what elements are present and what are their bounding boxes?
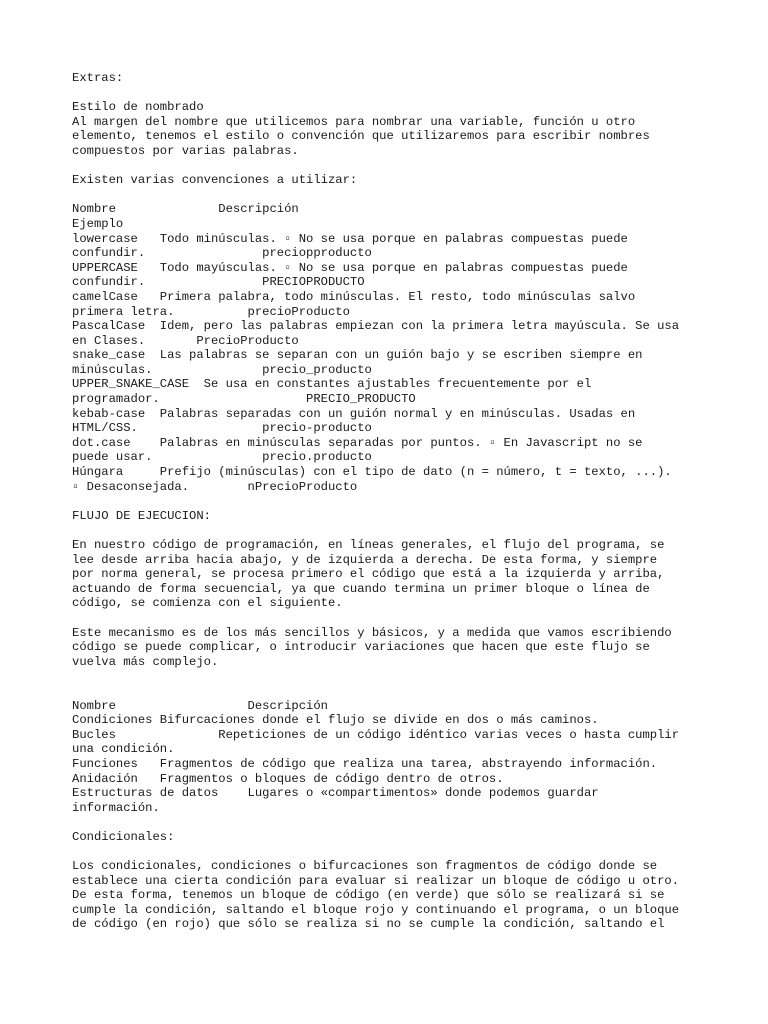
text-line: Bucles Repeticiones de un código idéntico varias veces o hasta cumplir [72,727,680,742]
text-line: Condiciones Bifurcaciones donde el flujo se divide en dos o más caminos. [72,713,599,728]
text-line: en Clases. PrecioProducto [72,333,299,348]
text-line: actuando de forma secuencial, ya que cuando termina un primer bloque o línea de [72,581,650,596]
blank-line [72,611,732,626]
blank-line [72,844,732,859]
text-line: Existen varias convenciones a utilizar: [72,173,358,188]
text-line: UPPER_SNAKE_CASE Se usa en constantes ajustables frecuentemente por el [72,377,592,392]
text-line: snake_case Las palabras se separan con un guión bajo y se escriben siempre en [72,348,643,363]
text-line: Condicionales: [72,829,175,844]
text-line: puede usar. precio.producto [72,450,372,465]
text-line: Funciones Fragmentos de código que realiza una tarea, abstrayendo información. [72,756,658,771]
text-line: dot.case Palabras en minúsculas separadas por puntos. ▫ En Javascript no se [72,435,643,450]
text-line: camelCase Primera palabra, todo minúsculas. El resto, todo minúsculas salvo [72,289,636,304]
text-line: En nuestro código de programación, en líneas generales, el flujo del programa, se [72,538,665,552]
text-line: información. [72,800,160,815]
text-line: Nombre Descripción [72,202,299,217]
text-line: PascalCase Idem, pero las palabras empiezan con la primera letra mayúscula. Se usa [72,319,680,334]
blank-line [72,815,732,830]
document-body [72,71,732,932]
text-line: FLUJO DE EJECUCION: [72,508,211,523]
text-line: De esta forma, tenemos un bloque de código (en verde) que sólo se realizará si se [72,888,665,903]
text-line: elemento, tenemos el estilo o convención que utilizaremos para escribir nombres [72,129,650,144]
text-line: HTML/CSS. precio-producto [72,421,372,436]
text-line: confundir. PRECIOPRODUCTO [72,275,365,290]
text-line: Húngara Prefijo (minúsculas) con el tipo de dato (n = número, t = texto, ...). [72,465,672,480]
text-line: Al margen del nombre que utilicemos para nombrar una variable, función u otro [72,114,636,129]
text-line: ▫ Desaconsejada. nPrecioProducto [72,479,358,494]
blank-line [72,684,732,699]
text-line: UPPERCASE Todo mayúsculas. ▫ No se usa porque en palabras compuestas puede [72,260,628,275]
text-line: código se puede complicar, o introducir variaciones que hacen que este flujo se [72,640,650,655]
text-line: Anidación Fragmentos o bloques de código dentro de otros. [72,771,504,786]
text-line: Estructuras de datos Lugares o «compartimentos» donde podemos guardar [72,786,599,801]
blank-line [72,523,732,538]
blank-line [72,494,732,509]
text-line: lowercase Todo minúsculas. ▫ No se usa porque en palabras compuestas puede [72,231,628,246]
text-line: una condición. [72,742,175,757]
text-line: establece una cierta condición para evaluar si realizar un bloque de código u otro. [72,873,680,888]
text-line: programador. PRECIO_PRODUCTO [72,392,416,407]
text-line: Extras: [72,71,124,85]
text-line: Estilo de nombrado [72,100,204,115]
text-line: vuelva más complejo. [72,654,219,669]
text-line: kebab-case Palabras separadas con un guión normal y en minúsculas. Usadas en [72,406,636,421]
blank-line [72,669,732,684]
text-line: Ejemplo [72,216,124,231]
text-line: confundir. preciopproducto [72,246,372,261]
text-line: de código (en rojo) que sólo se realiza si no se cumple la condición, saltando el [72,917,665,932]
text-line: Este mecanismo es de los más sencillos y básicos, y a medida que vamos escribiendo [72,625,672,640]
text-line: primera letra. precioProducto [72,304,350,319]
text-line: minúsculas. precio_producto [72,362,372,377]
text-line: compuestos por varias palabras. [72,143,299,158]
text-line: Los condicionales, condiciones o bifurcaciones son fragmentos de código donde se [72,859,658,874]
blank-line [72,188,732,203]
text-line: cumple la condición, saltando el bloque rojo y continuando el programa, o un bloque [72,902,680,917]
text-line: por norma general, se procesa primero el código que está a la izquierda y arriba, [72,567,665,582]
blank-line [72,86,732,101]
text-line: Nombre Descripción [72,698,328,713]
blank-line [72,159,732,174]
text-line: código, se comienza con el siguiente. [72,596,343,611]
text-line: lee desde arriba hacia abajo, y de izquierda a derecha. De esta forma, y siempre [72,552,658,567]
